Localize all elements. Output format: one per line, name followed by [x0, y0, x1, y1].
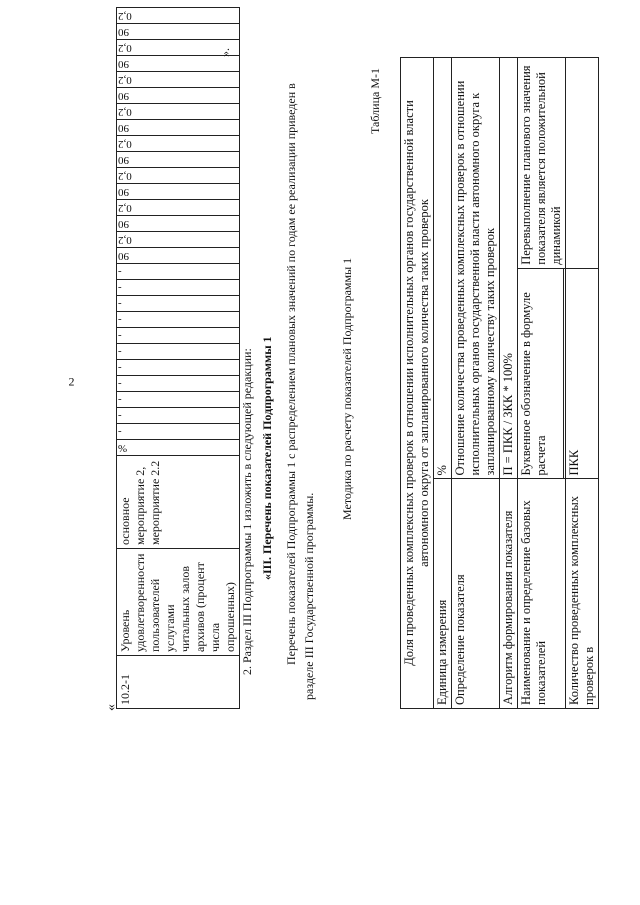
unit-cell: %	[117, 440, 240, 456]
column-header-letter: Буквенное обозначение в формуле расчета	[518, 268, 564, 479]
paragraph-line-2: разделе III Государственной программы.	[302, 492, 316, 700]
value-cell: 0,2	[118, 138, 132, 150]
table-row	[401, 58, 434, 709]
row-value: П = ПКК / ЗКК * 100%	[500, 58, 518, 479]
table-row	[434, 58, 452, 709]
value-cell: -	[118, 298, 122, 310]
row-label: Количество проведенных комплексных проверок в	[566, 479, 599, 709]
value-cell: 0,2	[118, 10, 132, 22]
value-cell: 0,2	[118, 74, 132, 86]
table-row	[518, 58, 564, 709]
row-label: Наименование и определение базовых показателей	[518, 479, 566, 709]
value-cell: 90	[118, 250, 129, 262]
row-value: %	[434, 58, 452, 479]
value-cell: 0,2	[118, 234, 132, 246]
methodology-title: Методика по расчету показателей Подпрограммы 1	[340, 257, 354, 520]
value-cell: -	[118, 426, 122, 438]
value-cell: -	[118, 378, 122, 390]
row-label: Алгоритм формирования показателя	[500, 479, 518, 709]
value-cell: -	[118, 394, 122, 406]
row-label: Определение показателя	[452, 479, 500, 709]
value-cell: -	[118, 410, 122, 422]
value-cell: 90	[118, 218, 129, 230]
value-cell: -	[118, 330, 122, 342]
indicator-table	[116, 7, 240, 709]
table-row	[500, 58, 518, 709]
row-code: 10.2-1	[117, 656, 240, 709]
column-header-note: Перевыполнение планового значения показателя является положительной динамикой	[518, 58, 566, 269]
row-label: Единица измерения	[434, 479, 452, 709]
value-cell: 90	[118, 154, 129, 166]
table-row	[117, 8, 240, 709]
value-cell: -	[118, 314, 122, 326]
methodology-table	[400, 57, 599, 709]
indicator-name: Уровень удовлетворенности пользователей услугами читальных залов архивов (процент числа опрошенных)	[117, 549, 240, 656]
value-cell: 0,2	[118, 202, 132, 214]
page-number: 2	[68, 374, 75, 389]
value-cell: 90	[118, 186, 129, 198]
section-title: «III. Перечень показателей Подпрограммы 1	[260, 336, 274, 580]
value-cell: 90	[118, 90, 129, 102]
value-cell: 90	[118, 122, 129, 134]
value-cell: 90	[118, 58, 129, 70]
value-cell: -	[118, 346, 122, 358]
value-cell: 90	[118, 26, 129, 38]
table-row	[566, 58, 599, 709]
open-quote: «	[104, 704, 119, 711]
value-cell: 0,2	[118, 106, 132, 118]
value-cell: 0,2	[118, 42, 132, 54]
row-value: ПКК	[566, 268, 599, 479]
value-cell: 0,2	[118, 170, 132, 182]
item-2-text: 2. Раздел III Подпрограммы 1 изложить в следующей редакции:	[240, 348, 254, 675]
value-cell: -	[118, 362, 122, 374]
row-value: Отношение количества проведенных комплексных проверок в отношении исполнительных органов государственной власти автономного округа к запланированному количеству таких проверок	[452, 58, 500, 479]
table-label: Таблица М-1	[368, 68, 382, 134]
close-quote: ».	[218, 48, 232, 57]
indicator-type: основное мероприятие 2, мероприятие 2.2	[117, 456, 240, 549]
paragraph-line-1: Перечень показателей Подпрограммы 1 с распределением плановых значений по годам ее реализации приведен в	[284, 83, 298, 665]
table-row	[452, 58, 500, 709]
table-header: Доля проведенных комплексных проверок в отношении исполнительных органов государственной власти автономного округа от запланированного количества таких проверок	[401, 58, 434, 709]
value-cell: -	[118, 282, 122, 294]
value-cell: -	[118, 266, 122, 278]
